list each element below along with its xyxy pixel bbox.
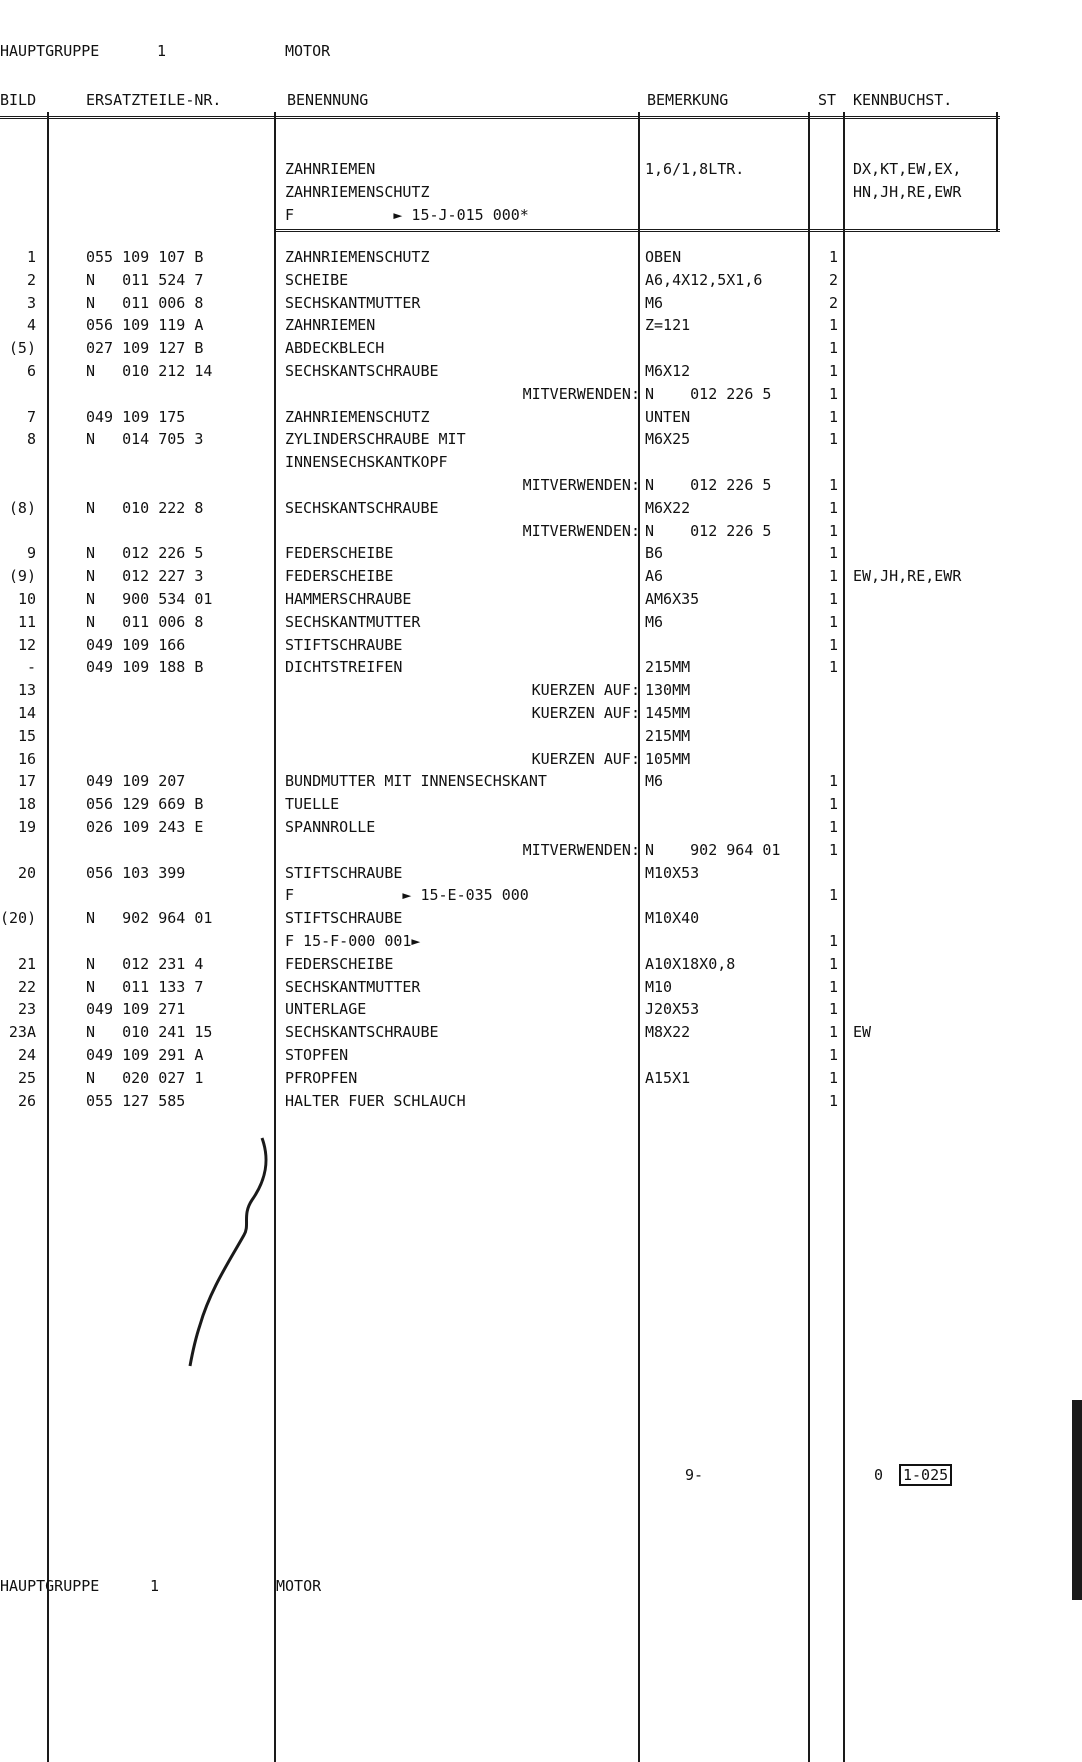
cell-bild: 12 [17,635,36,654]
cell-st: 1 [828,818,838,836]
col-line-right [996,112,998,232]
cell-bemerkung: M8X22 [645,1023,691,1042]
col-line-benennung [638,112,640,1762]
cell-bild: 1 [26,248,36,266]
cell-nr: 049 109 271 [86,1000,186,1019]
cell-st: 1 [828,316,838,335]
cell-st: 1 [828,248,838,266]
cell-nr: N 020 027 1 [86,1068,204,1087]
cell-st: 1 [828,840,838,859]
cell-bemerkung: A10X18X0,8 [645,954,736,973]
cell-bemerkung: UNTEN [645,407,691,426]
cell-benennung: SECHSKANTSCHRAUBE [285,498,439,517]
cell-bemerkung: M6X12 [645,362,691,380]
cell-st: 1 [828,886,838,905]
cell-nr: 026 109 243 E [86,818,204,836]
intro-benennung: ZAHNRIEMENSCHUTZ [285,183,430,201]
cell-st: 1 [828,521,838,540]
cell-st: 1 [828,1091,838,1110]
cell-bild: (5) [8,339,36,358]
cell-benennung: TUELLE [285,795,340,814]
cell-benennung: MITVERWENDEN: [522,521,640,540]
cell-bild: 22 [17,977,36,996]
cell-st: 1 [828,658,838,677]
cell-benennung: KUERZEN AUF: [531,704,640,722]
cell-benennung: KUERZEN AUF: [531,681,640,700]
col-header-bild: BILD [0,91,37,109]
cell-st: 1 [828,407,838,426]
cell-bild: 6 [26,362,36,380]
intro-kennbuchst: DX,KT,EW,EX, [853,160,962,178]
cell-benennung: HALTER FUER SCHLAUCH [285,1091,466,1110]
cell-nr: N 012 227 3 [86,567,204,586]
intro-benennung: F ► 15-J-015 000* [285,206,529,224]
cell-nr: N 011 524 7 [86,270,204,289]
cell-nr: 049 109 207 [86,772,186,791]
cell-bemerkung: N 902 964 01 [645,840,781,859]
cell-bild: (8) [8,498,36,517]
cell-bild: 17 [17,772,36,791]
col-header-nr: ERSATZTEILE-NR. [86,91,222,109]
col-header-benennung: BENENNUNG [287,91,369,109]
cell-bild: 9 [26,544,36,563]
cell-nr: N 010 222 8 [86,498,204,517]
cell-bild: 18 [17,795,36,814]
cell-st: 1 [828,1000,838,1019]
cell-benennung: BUNDMUTTER MIT INNENSECHSKANT [285,772,547,791]
cell-bemerkung: A15X1 [645,1068,691,1087]
cell-benennung: HAMMERSCHRAUBE [285,590,412,608]
cell-kennbuchst: EW [853,1023,872,1042]
cell-benennung: MITVERWENDEN: [522,476,640,494]
ref-prefix: 0 [874,1466,884,1484]
cell-bild: 3 [26,293,36,312]
next-page-title: MOTOR [276,1577,322,1595]
cell-bild: 26 [17,1091,36,1110]
cell-st: 1 [828,384,838,403]
cell-st: 1 [828,977,838,996]
intro-divider [274,229,1000,232]
col-line-bemerkung [808,112,810,1762]
cell-benennung: ABDECKBLECH [285,339,385,358]
next-hauptgruppe-number: 1 [150,1577,160,1595]
cell-bemerkung: N 012 226 5 [645,384,772,403]
cell-bild: 16 [17,749,36,768]
cell-bild: (20) [0,909,37,928]
cell-bemerkung: N 012 226 5 [645,476,772,494]
cell-st: 1 [828,932,838,950]
cell-bemerkung: M6 [645,612,664,631]
cell-benennung: MITVERWENDEN: [522,840,640,859]
cell-bild: 10 [17,590,36,608]
cell-benennung: ZAHNRIEMENSCHUTZ [285,407,430,426]
cell-benennung: SCHEIBE [285,270,349,289]
cell-bemerkung: M6 [645,772,664,791]
cell-nr: 049 109 188 B [86,658,204,677]
cell-benennung: ZYLINDERSCHRAUBE MIT [285,430,466,449]
cell-nr: 056 109 119 A [86,316,204,335]
cell-benennung: DICHTSTREIFEN [285,658,403,677]
cell-bild: 23 [17,1000,36,1019]
col-line-st [843,112,845,1762]
cell-bild: 13 [17,681,36,700]
cell-bemerkung: 145MM [645,704,691,722]
cell-bemerkung: B6 [645,544,664,563]
col-header-bemerkung: BEMERKUNG [647,91,729,109]
cell-bild: 24 [17,1046,36,1064]
cell-bemerkung: 130MM [645,681,691,700]
cell-nr: N 902 964 01 [86,909,213,928]
cell-benennung: STIFTSCHRAUBE [285,635,403,654]
cell-bemerkung: M6X22 [645,498,691,517]
cell-nr: 055 109 107 B [86,248,204,266]
cell-st: 2 [828,270,838,289]
cell-st: 1 [828,544,838,563]
cell-st: 1 [828,1046,838,1064]
cell-st: 1 [828,1023,838,1042]
cell-nr: 027 109 127 B [86,339,204,358]
cell-bemerkung: M10 [645,977,673,996]
cell-benennung: SECHSKANTMUTTER [285,977,421,996]
cell-benennung: ZAHNRIEMEN [285,316,376,335]
cell-bemerkung: M10X40 [645,909,700,928]
header-divider [0,116,1000,119]
cell-bild: 21 [17,954,36,973]
cell-st: 1 [828,498,838,517]
cell-nr: N 900 534 01 [86,590,213,608]
cell-st: 1 [828,476,838,494]
cell-st: 1 [828,772,838,791]
intro-kennbuchst: HN,JH,RE,EWR [853,183,962,201]
col-line-bild [47,112,49,1762]
cell-benennung: F 15-F-000 001► [285,932,421,950]
cell-st: 1 [828,954,838,973]
hauptgruppe-label: HAUPTGRUPPE [0,42,100,60]
cell-st: 1 [828,430,838,449]
cell-nr: 055 127 585 [86,1091,186,1110]
page-number: 9- [685,1466,704,1484]
cell-bemerkung: M6 [645,293,664,312]
next-hauptgruppe-label: HAUPTGRUPPE [0,1577,100,1595]
cell-bild: 19 [17,818,36,836]
cell-bild: 4 [26,316,36,335]
cell-st: 1 [828,1068,838,1087]
col-header-kennbuchst: KENNBUCHST. [853,91,953,109]
cell-bild: 7 [26,407,36,426]
cell-bemerkung: AM6X35 [645,590,700,608]
cell-benennung: ZAHNRIEMENSCHUTZ [285,248,430,266]
cell-bild: (9) [8,567,36,586]
cell-bild: 20 [17,863,36,882]
cell-nr: N 011 133 7 [86,977,204,996]
cell-bemerkung: N 012 226 5 [645,521,772,540]
cell-bild: 15 [17,726,36,745]
cell-kennbuchst: EW,JH,RE,EWR [853,567,962,586]
cell-benennung: UNTERLAGE [285,1000,367,1019]
cell-bemerkung: M10X53 [645,863,700,882]
cell-nr: 056 103 399 [86,863,186,882]
cell-benennung: STIFTSCHRAUBE [285,863,403,882]
cell-nr: N 011 006 8 [86,293,204,312]
cell-nr: N 012 226 5 [86,544,204,563]
cell-benennung: FEDERSCHEIBE [285,544,394,563]
cell-benennung: F ► 15-E-035 000 [285,886,529,905]
cell-benennung: PFROPFEN [285,1068,358,1087]
cell-benennung: KUERZEN AUF: [531,749,640,768]
cell-bild: 11 [17,612,36,631]
cell-benennung: FEDERSCHEIBE [285,567,394,586]
cell-nr: N 012 231 4 [86,954,204,973]
handwritten-stroke [180,1130,280,1370]
cell-nr: N 011 006 8 [86,612,204,631]
cell-benennung: SECHSKANTSCHRAUBE [285,1023,439,1042]
cell-nr: 049 109 175 [86,407,186,426]
cell-bemerkung: M6X25 [645,430,691,449]
cell-nr: N 010 212 14 [86,362,213,380]
col-header-st: ST [818,91,837,109]
page-title: MOTOR [285,42,331,60]
cell-benennung: SPANNROLLE [285,818,376,836]
cell-bemerkung: 105MM [645,749,691,768]
cell-bemerkung: OBEN [645,248,682,266]
cell-nr: 049 109 166 [86,635,186,654]
cell-benennung: STOPFEN [285,1046,349,1064]
cell-benennung: SECHSKANTSCHRAUBE [285,362,439,380]
cell-bemerkung: 215MM [645,726,691,745]
cell-st: 1 [828,635,838,654]
cell-bild: - [26,658,36,677]
cell-benennung: STIFTSCHRAUBE [285,909,403,928]
cell-benennung: SECHSKANTMUTTER [285,612,421,631]
cell-st: 2 [828,293,838,312]
cell-nr: 049 109 291 A [86,1046,204,1064]
cell-bemerkung: A6 [645,567,664,586]
cell-benennung: MITVERWENDEN: [522,384,640,403]
cell-benennung: FEDERSCHEIBE [285,954,394,973]
cell-st: 1 [828,612,838,631]
cell-bemerkung: J20X53 [645,1000,700,1019]
scan-edge [1072,1400,1082,1600]
cell-st: 1 [828,362,838,380]
intro-bemerkung: 1,6/1,8LTR. [645,160,745,178]
cell-nr: N 014 705 3 [86,430,204,449]
cell-st: 1 [828,795,838,814]
hauptgruppe-number: 1 [157,42,167,60]
cell-bemerkung: A6,4X12,5X1,6 [645,270,763,289]
col-line-nr [274,112,276,1762]
cell-st: 1 [828,339,838,358]
cell-bemerkung: 215MM [645,658,691,677]
cell-bild: 25 [17,1068,36,1087]
ref-box: 1-025 [899,1464,952,1486]
cell-st: 1 [828,590,838,608]
cell-nr: N 010 241 15 [86,1023,213,1042]
intro-benennung: ZAHNRIEMEN [285,160,376,178]
cell-benennung: INNENSECHSKANTKOPF [285,453,448,472]
cell-bild: 8 [26,430,36,449]
cell-nr: 056 129 669 B [86,795,204,814]
cell-benennung: SECHSKANTMUTTER [285,293,421,312]
cell-bemerkung: Z=121 [645,316,691,335]
cell-st: 1 [828,567,838,586]
cell-bild: 23A [8,1023,36,1042]
cell-bild: 14 [17,704,36,722]
cell-bild: 2 [26,270,36,289]
